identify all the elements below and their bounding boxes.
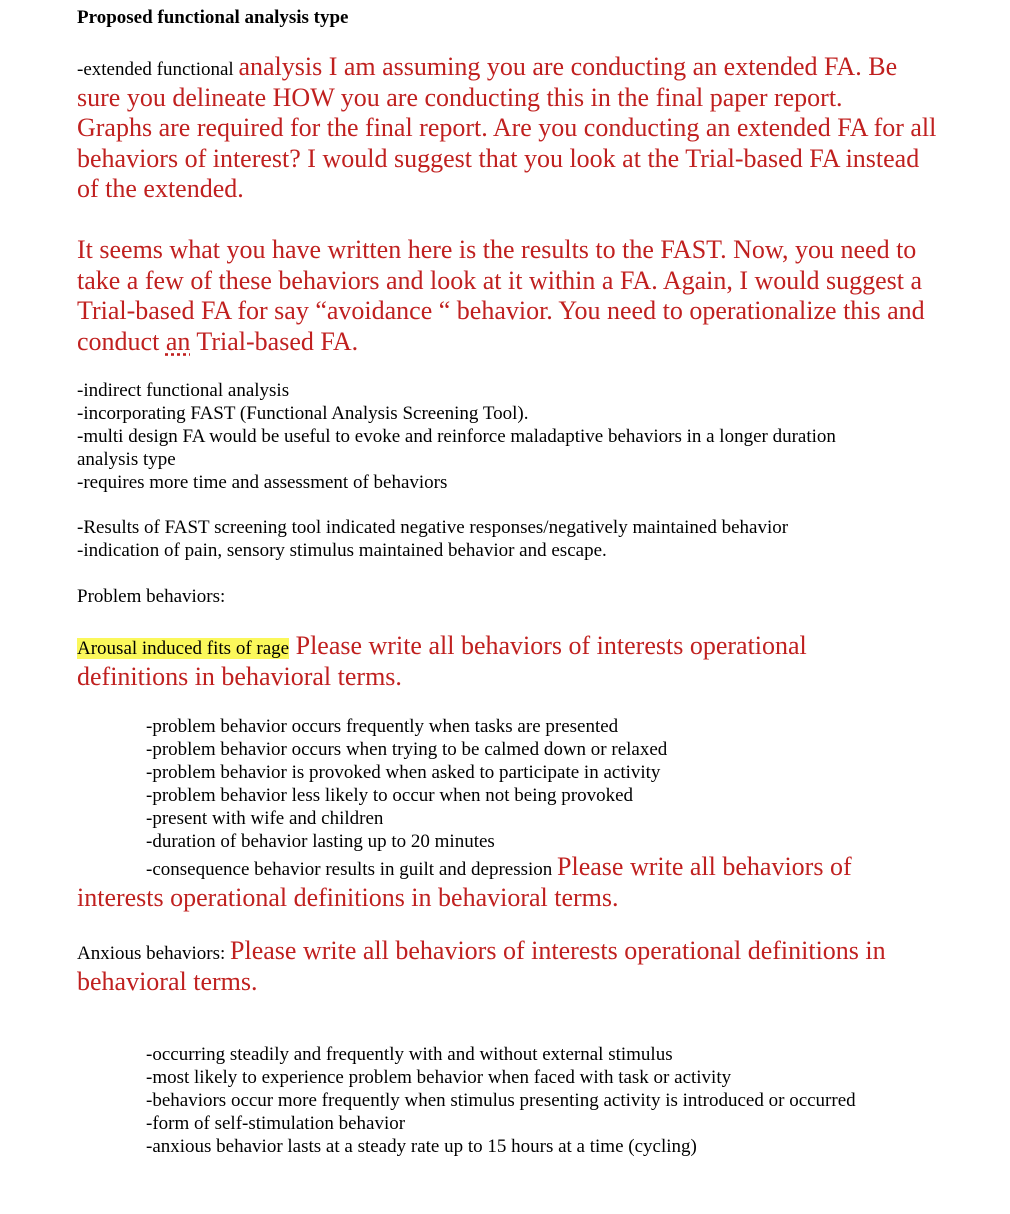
list-item: -multi design FA would be useful to evoke and reinforce maladaptive behaviors in a longer duration — [77, 426, 836, 447]
list-item: -problem behavior less likely to occur when not being provoked — [146, 785, 634, 806]
list-item: -problem behavior occurs frequently when tasks are presented — [146, 716, 619, 737]
list-item: -Results of FAST screening tool indicated negative responses/negatively maintained behavior — [77, 517, 789, 538]
extended-fa-comment-line: sure you delineate HOW you are conducting this in the final paper report. — [77, 82, 843, 112]
anxious-comment-line: behavioral terms. — [77, 966, 258, 996]
anxious-heading: Anxious behaviors: — [77, 943, 231, 964]
fast-comment-block — [77, 235, 925, 357]
list-item: -requires more time and assessment of behaviors — [77, 472, 448, 493]
fast-comment-line: Trial-based FA for say “avoidance “ behavior. You need to operationalize this and — [77, 296, 925, 325]
fast-comment-text: Trial-based FA. — [190, 326, 359, 356]
anxious-block — [77, 936, 886, 997]
problem-behaviors-list — [146, 715, 667, 853]
consequence-first-line — [146, 852, 852, 883]
anxious-comment: Please write all behaviors of interests operational definitions in — [230, 936, 886, 965]
problem-behaviors-heading: Problem behaviors: — [77, 586, 226, 607]
fast-comment-line: take a few of these behaviors and look at it within a FA. Again, I would suggest a — [77, 265, 923, 295]
extended-fa-comment-line: Graphs are required for the final report. Are you conducting an extended FA for all — [77, 113, 937, 142]
anxious-behaviors-list — [146, 1043, 856, 1158]
list-item: -indirect functional analysis — [77, 380, 290, 401]
list-item: -present with wife and children — [146, 808, 384, 829]
extended-fa-comment-line: analysis I am assuming you are conducting an extended FA. Be — [238, 52, 898, 81]
extended-fa-first-line — [77, 52, 936, 83]
page-title: Proposed functional analysis type — [77, 7, 349, 28]
extended-fa-comment-line: of the extended. — [77, 174, 244, 203]
fast-comment-last-line — [77, 327, 925, 358]
arousal-first-line — [77, 631, 807, 662]
list-item: -anxious behavior lasts at a steady rate up to 15 hours at a time (cycling) — [146, 1136, 697, 1157]
arousal-comment: Please write all behaviors of interests operational — [289, 631, 807, 660]
list-item: analysis type — [77, 449, 176, 470]
list-item: -problem behavior occurs when trying to be calmed down or relaxed — [146, 739, 668, 760]
list-item: -incorporating FAST (Functional Analysis Screening Tool). — [77, 403, 529, 424]
list-item: -form of self-stimulation behavior — [146, 1113, 406, 1134]
extended-fa-block — [77, 52, 936, 205]
list-item: -indication of pain, sensory stimulus maintained behavior and escape. — [77, 540, 607, 561]
indirect-fa-list — [77, 379, 836, 494]
consequence-text: -consequence behavior results in guilt and depression — [146, 859, 558, 880]
extended-fa-comment-line: behaviors of interest? I would suggest that you look at the Trial-based FA instead — [77, 143, 920, 173]
arousal-comment-line: definitions in behavioral terms. — [77, 661, 402, 691]
list-item: -occurring steadily and frequently with and without external stimulus — [146, 1044, 673, 1065]
fast-comment-line: It seems what you have written here is the results to the FAST. Now, you need to — [77, 235, 917, 264]
consequence-comment-line: interests operational definitions in behavioral terms. — [77, 883, 619, 912]
fast-comment-text: conduct — [77, 326, 166, 356]
list-item: -problem behavior is provoked when asked to participate in activity — [146, 762, 661, 783]
highlighted-behavior: Arousal induced fits of rage — [77, 638, 290, 659]
list-item: -duration of behavior lasting up to 20 minutes — [146, 831, 495, 852]
flagged-word: an — [165, 326, 191, 356]
extended-fa-lead: -extended functional — [77, 59, 239, 80]
fast-results-list — [77, 516, 788, 562]
arousal-block — [77, 631, 807, 692]
consequence-comment: Please write all behaviors of — [557, 852, 852, 881]
list-item: -most likely to experience problem behavior when faced with task or activity — [146, 1067, 732, 1088]
list-item: -behaviors occur more frequently when stimulus presenting activity is introduced or occurred — [146, 1090, 856, 1111]
